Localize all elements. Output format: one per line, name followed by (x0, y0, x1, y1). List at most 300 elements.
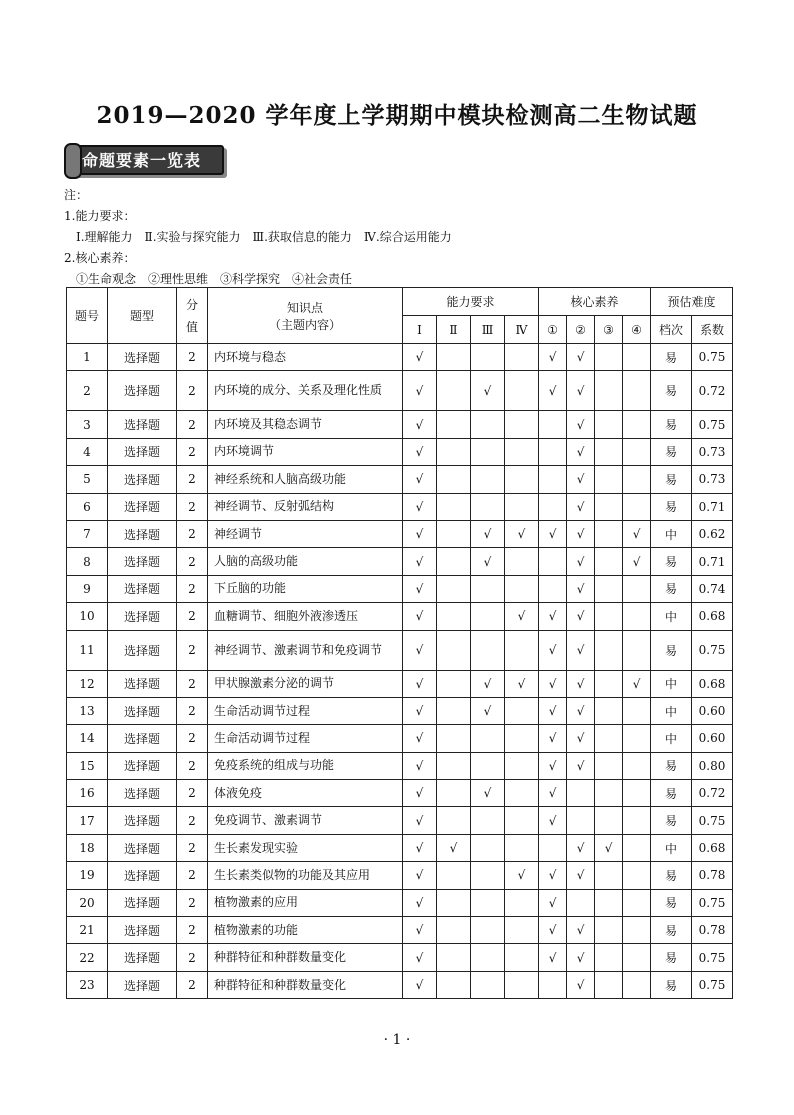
cell-check (539, 548, 567, 575)
cell-check (437, 862, 471, 889)
cell-check: √ (403, 889, 437, 916)
cell-check: √ (539, 944, 567, 971)
cell-check (539, 971, 567, 998)
notes-head: 注： (64, 188, 89, 202)
cell-check (437, 917, 471, 944)
cell-knowledge: 免疫系统的组成与功能 (208, 752, 403, 779)
cell-check (437, 493, 471, 520)
cell-check: √ (403, 371, 437, 411)
cell-coef: 0.62 (692, 520, 733, 547)
cell-knowledge: 甲状腺激素分泌的调节 (208, 670, 403, 697)
header-num: 题号 (67, 288, 108, 344)
cell-score: 2 (177, 780, 208, 807)
cell-knowledge: 种群特征和种群数量变化 (208, 944, 403, 971)
cell-check: √ (403, 780, 437, 807)
cell-check (437, 670, 471, 697)
cell-check (471, 807, 505, 834)
cell-check: √ (567, 697, 595, 724)
cell-type: 选择题 (108, 807, 177, 834)
cell-level: 易 (651, 971, 692, 998)
cell-check (437, 725, 471, 752)
cell-type: 选择题 (108, 971, 177, 998)
page-number: · 1 · (383, 1032, 411, 1048)
cell-type: 选择题 (108, 438, 177, 465)
cell-knowledge: 内环境及其稳态调节 (208, 411, 403, 438)
cell-coef: 0.75 (692, 344, 733, 371)
cell-type: 选择题 (108, 834, 177, 861)
table-row (67, 630, 733, 670)
cell-check (567, 889, 595, 916)
cell-num: 19 (67, 862, 108, 889)
cell-check (623, 344, 651, 371)
cell-check: √ (567, 670, 595, 697)
cell-type: 选择题 (108, 371, 177, 411)
cell-check (505, 438, 539, 465)
cell-check (595, 603, 623, 630)
cell-check (471, 630, 505, 670)
cell-check: √ (539, 630, 567, 670)
cell-check (595, 411, 623, 438)
cell-check: √ (567, 603, 595, 630)
cell-check (623, 780, 651, 807)
cell-check (437, 548, 471, 575)
header-ability: 能力要求 (403, 288, 539, 316)
cell-type: 选择题 (108, 917, 177, 944)
cell-score: 2 (177, 725, 208, 752)
cell-check: √ (403, 438, 437, 465)
cell-num: 3 (67, 411, 108, 438)
cell-check: √ (403, 807, 437, 834)
notes-item-2: 2.核心素养： (64, 251, 136, 265)
cell-check (471, 575, 505, 602)
cell-check (471, 889, 505, 916)
cell-check (623, 834, 651, 861)
cell-level: 易 (651, 466, 692, 493)
cell-check: √ (539, 520, 567, 547)
cell-check (595, 438, 623, 465)
header-lit-1: ① (539, 316, 567, 344)
cell-check: √ (471, 520, 505, 547)
cell-check (471, 344, 505, 371)
cell-check (437, 807, 471, 834)
cell-type: 选择题 (108, 630, 177, 670)
cell-check: √ (403, 670, 437, 697)
cell-num: 2 (67, 371, 108, 411)
cell-check: √ (567, 548, 595, 575)
cell-check (623, 807, 651, 834)
cell-coef: 0.75 (692, 889, 733, 916)
cell-check: √ (505, 670, 539, 697)
notes-literacy: ①生命观念 ②理性思维 ③科学探究 ④社会责任 (76, 272, 353, 286)
cell-check (505, 371, 539, 411)
cell-check: √ (567, 344, 595, 371)
cell-check: √ (567, 834, 595, 861)
cell-check: √ (539, 889, 567, 916)
notes-abilities: Ⅰ.理解能力 Ⅱ.实验与探究能力 Ⅲ.获取信息的能力 Ⅳ.综合运用能力 (76, 230, 452, 244)
cell-check: √ (539, 917, 567, 944)
cell-num: 17 (67, 807, 108, 834)
table-row (67, 944, 733, 971)
cell-score: 2 (177, 697, 208, 724)
cell-type: 选择题 (108, 466, 177, 493)
cell-check: √ (403, 752, 437, 779)
cell-num: 13 (67, 697, 108, 724)
cell-coef: 0.75 (692, 411, 733, 438)
cell-knowledge: 种群特征和种群数量变化 (208, 971, 403, 998)
cell-check: √ (403, 520, 437, 547)
cell-score: 2 (177, 548, 208, 575)
header-level: 档次 (651, 316, 692, 344)
cell-check (595, 371, 623, 411)
cell-num: 8 (67, 548, 108, 575)
header-ab-1: Ⅰ (403, 316, 437, 344)
cell-knowledge: 内环境的成分、关系及理化性质 (208, 371, 403, 411)
cell-knowledge: 植物激素的应用 (208, 889, 403, 916)
cell-score: 2 (177, 520, 208, 547)
header-knowledge-title: 知识点 (286, 300, 323, 315)
cell-check: √ (471, 371, 505, 411)
cell-check: √ (403, 862, 437, 889)
cell-level: 易 (651, 862, 692, 889)
cell-coef: 0.68 (692, 834, 733, 861)
cell-check (623, 752, 651, 779)
header-ab-3: Ⅲ (471, 316, 505, 344)
cell-check: √ (403, 725, 437, 752)
cell-knowledge: 血糖调节、细胞外液渗透压 (208, 603, 403, 630)
cell-num: 22 (67, 944, 108, 971)
cell-check (539, 466, 567, 493)
cell-check (471, 917, 505, 944)
cell-knowledge: 神经调节、反射弧结构 (208, 493, 403, 520)
cell-score: 2 (177, 466, 208, 493)
cell-type: 选择题 (108, 697, 177, 724)
cell-coef: 0.78 (692, 917, 733, 944)
cell-check (623, 575, 651, 602)
table-row (67, 466, 733, 493)
cell-type: 选择题 (108, 548, 177, 575)
cell-check (623, 411, 651, 438)
cell-coef: 0.74 (692, 575, 733, 602)
cell-level: 中 (651, 697, 692, 724)
cell-check (505, 780, 539, 807)
table-row (67, 752, 733, 779)
cell-check (539, 575, 567, 602)
cell-check (505, 493, 539, 520)
cell-check (595, 862, 623, 889)
cell-check (595, 697, 623, 724)
cell-level: 中 (651, 670, 692, 697)
cell-check (471, 944, 505, 971)
header-type: 题型 (108, 288, 177, 344)
cell-check (595, 917, 623, 944)
cell-check: √ (623, 548, 651, 575)
cell-check: √ (539, 371, 567, 411)
cell-check (471, 862, 505, 889)
cell-num: 23 (67, 971, 108, 998)
cell-check: √ (539, 780, 567, 807)
cell-check: √ (471, 697, 505, 724)
cell-check: √ (567, 725, 595, 752)
cell-check: √ (623, 670, 651, 697)
cell-type: 选择题 (108, 603, 177, 630)
table-row (67, 862, 733, 889)
cell-check: √ (567, 438, 595, 465)
table-row (67, 548, 733, 575)
cell-level: 易 (651, 780, 692, 807)
cell-score: 2 (177, 944, 208, 971)
cell-check (623, 725, 651, 752)
cell-coef: 0.75 (692, 630, 733, 670)
cell-coef: 0.68 (692, 603, 733, 630)
cell-score: 2 (177, 889, 208, 916)
cell-score: 2 (177, 834, 208, 861)
cell-check (437, 944, 471, 971)
cell-check (595, 466, 623, 493)
cell-coef: 0.72 (692, 780, 733, 807)
cell-score: 2 (177, 971, 208, 998)
cell-level: 易 (651, 917, 692, 944)
header-lit-3: ③ (595, 316, 623, 344)
cell-check: √ (567, 971, 595, 998)
cell-check: √ (567, 371, 595, 411)
cell-check (623, 630, 651, 670)
header-difficulty: 预估难度 (651, 288, 733, 316)
cell-check (595, 493, 623, 520)
cell-check (595, 971, 623, 998)
cell-level: 易 (651, 438, 692, 465)
cell-check (539, 493, 567, 520)
cell-score: 2 (177, 344, 208, 371)
cell-level: 易 (651, 889, 692, 916)
header-knowledge-sub: （主题内容） (268, 317, 341, 332)
cell-check (437, 575, 471, 602)
cell-knowledge: 生长素发现实验 (208, 834, 403, 861)
cell-check (623, 889, 651, 916)
cell-level: 易 (651, 411, 692, 438)
cell-check: √ (403, 834, 437, 861)
cell-coef: 0.78 (692, 862, 733, 889)
header-lit-2: ② (567, 316, 595, 344)
cell-check: √ (567, 575, 595, 602)
cell-type: 选择题 (108, 780, 177, 807)
table-row (67, 807, 733, 834)
cell-check (539, 411, 567, 438)
cell-check: √ (539, 725, 567, 752)
cell-check: √ (403, 493, 437, 520)
cell-check: √ (539, 670, 567, 697)
cell-level: 易 (651, 548, 692, 575)
cell-knowledge: 生长素类似物的功能及其应用 (208, 862, 403, 889)
cell-score: 2 (177, 603, 208, 630)
cell-check: √ (403, 575, 437, 602)
cell-check (505, 725, 539, 752)
cell-check: √ (471, 780, 505, 807)
table-row (67, 834, 733, 861)
cell-check (437, 411, 471, 438)
cell-check: √ (567, 752, 595, 779)
cell-level: 易 (651, 493, 692, 520)
cell-check (595, 344, 623, 371)
cell-num: 6 (67, 493, 108, 520)
cell-check: √ (403, 466, 437, 493)
cell-num: 5 (67, 466, 108, 493)
cell-check (623, 603, 651, 630)
cell-num: 1 (67, 344, 108, 371)
cell-coef: 0.73 (692, 466, 733, 493)
cell-check (437, 697, 471, 724)
cell-check (595, 752, 623, 779)
cell-check: √ (403, 697, 437, 724)
table-row (67, 371, 733, 411)
cell-check (595, 548, 623, 575)
cell-check (471, 834, 505, 861)
cell-knowledge: 免疫调节、激素调节 (208, 807, 403, 834)
cell-coef: 0.75 (692, 944, 733, 971)
cell-check (623, 697, 651, 724)
cell-check (437, 889, 471, 916)
page-title: 2019—2020 学年度上学期期中模块检测高二生物试题 (96, 102, 698, 129)
cell-check (623, 466, 651, 493)
cell-check: √ (539, 862, 567, 889)
cell-num: 21 (67, 917, 108, 944)
cell-check: √ (567, 411, 595, 438)
cell-knowledge: 神经调节 (208, 520, 403, 547)
table-body (67, 344, 733, 999)
cell-num: 9 (67, 575, 108, 602)
cell-check (437, 520, 471, 547)
notes-item-1: 1.能力要求： (64, 209, 136, 223)
cell-check (471, 752, 505, 779)
cell-check (471, 411, 505, 438)
cell-check (595, 630, 623, 670)
cell-check (437, 344, 471, 371)
cell-check (623, 371, 651, 411)
cell-check (505, 548, 539, 575)
cell-level: 中 (651, 725, 692, 752)
cell-num: 11 (67, 630, 108, 670)
cell-type: 选择题 (108, 725, 177, 752)
cell-check: √ (471, 548, 505, 575)
cell-check (539, 834, 567, 861)
cell-check: √ (403, 917, 437, 944)
cell-check: √ (567, 862, 595, 889)
cell-check (505, 575, 539, 602)
cell-type: 选择题 (108, 862, 177, 889)
cell-coef: 0.75 (692, 971, 733, 998)
cell-score: 2 (177, 670, 208, 697)
cell-level: 易 (651, 944, 692, 971)
cell-check: √ (623, 520, 651, 547)
header-score: 分值 (177, 288, 208, 344)
cell-level: 易 (651, 575, 692, 602)
cell-check (471, 971, 505, 998)
cell-check (567, 780, 595, 807)
cell-check (437, 752, 471, 779)
table-row (67, 697, 733, 724)
table-row (67, 725, 733, 752)
cell-check (595, 520, 623, 547)
cell-coef: 0.71 (692, 548, 733, 575)
cell-check: √ (505, 603, 539, 630)
cell-check (471, 725, 505, 752)
cell-check: √ (595, 834, 623, 861)
cell-check (505, 807, 539, 834)
cell-knowledge: 人脑的高级功能 (208, 548, 403, 575)
cell-check (505, 917, 539, 944)
cell-level: 易 (651, 752, 692, 779)
cell-check: √ (567, 493, 595, 520)
cell-check (595, 780, 623, 807)
cell-check (595, 575, 623, 602)
cell-check (437, 603, 471, 630)
header-coef: 系数 (692, 316, 733, 344)
cell-check: √ (539, 603, 567, 630)
scroll-icon (64, 143, 82, 179)
cell-check (595, 944, 623, 971)
cell-check (505, 466, 539, 493)
table-row (67, 917, 733, 944)
cell-coef: 0.72 (692, 371, 733, 411)
cell-check (505, 630, 539, 670)
cell-check (505, 411, 539, 438)
cell-num: 20 (67, 889, 108, 916)
cell-check (471, 438, 505, 465)
cell-type: 选择题 (108, 752, 177, 779)
table-row (67, 520, 733, 547)
cell-check: √ (539, 807, 567, 834)
cell-check: √ (567, 917, 595, 944)
cell-level: 易 (651, 371, 692, 411)
table-row (67, 438, 733, 465)
cell-check (505, 944, 539, 971)
cell-check (623, 438, 651, 465)
cell-check (505, 889, 539, 916)
cell-type: 选择题 (108, 411, 177, 438)
cell-knowledge: 内环境调节 (208, 438, 403, 465)
header-literacy: 核心素养 (539, 288, 651, 316)
table-row (67, 344, 733, 371)
cell-check (505, 971, 539, 998)
cell-knowledge: 体液免疫 (208, 780, 403, 807)
cell-check (437, 466, 471, 493)
cell-coef: 0.60 (692, 697, 733, 724)
cell-score: 2 (177, 438, 208, 465)
cell-num: 7 (67, 520, 108, 547)
cell-check: √ (505, 862, 539, 889)
cell-type: 选择题 (108, 344, 177, 371)
table-row (67, 971, 733, 998)
table-row (67, 780, 733, 807)
cell-check (471, 466, 505, 493)
cell-check: √ (403, 344, 437, 371)
cell-check (471, 603, 505, 630)
cell-coef: 0.80 (692, 752, 733, 779)
cell-check: √ (539, 697, 567, 724)
cell-num: 12 (67, 670, 108, 697)
cell-knowledge: 生命活动调节过程 (208, 697, 403, 724)
cell-check: √ (567, 466, 595, 493)
cell-level: 易 (651, 630, 692, 670)
cell-level: 易 (651, 807, 692, 834)
cell-check (505, 697, 539, 724)
cell-check: √ (403, 944, 437, 971)
cell-num: 14 (67, 725, 108, 752)
cell-num: 16 (67, 780, 108, 807)
cell-coef: 0.73 (692, 438, 733, 465)
cell-check (623, 971, 651, 998)
cell-check: √ (403, 630, 437, 670)
cell-check (505, 344, 539, 371)
